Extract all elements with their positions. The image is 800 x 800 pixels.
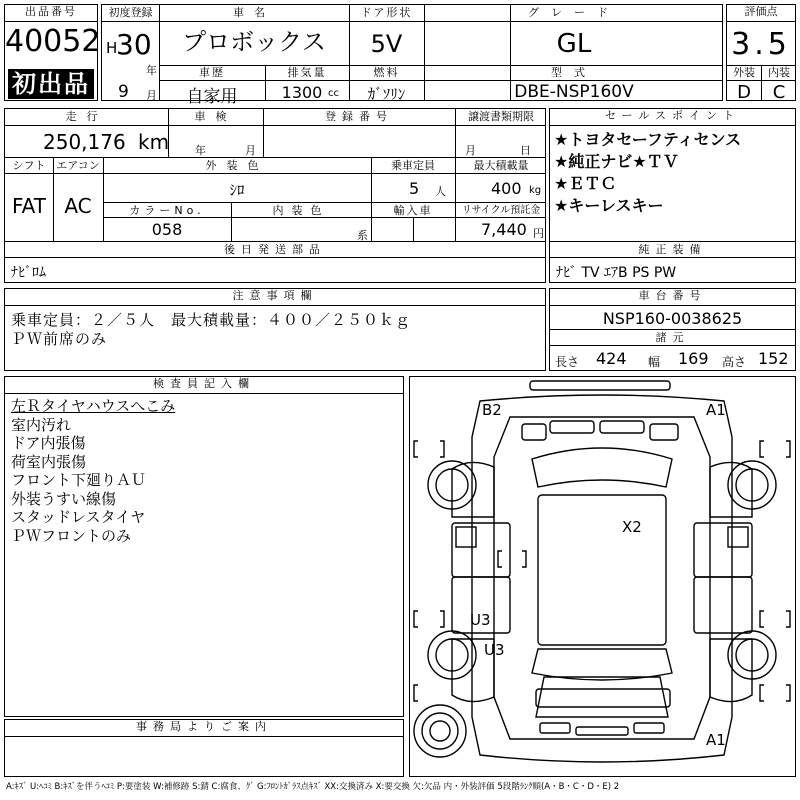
door: 5V bbox=[370, 30, 403, 58]
chassis-title: 車台番号 bbox=[550, 289, 795, 306]
car-name-label: 車名 bbox=[233, 6, 275, 19]
inspection-year-unit: 年 bbox=[195, 144, 206, 157]
length: 424 bbox=[596, 349, 627, 368]
transfer-month-unit: 月 bbox=[465, 144, 476, 157]
damage-mark: U3 bbox=[470, 611, 491, 629]
inspector-line: 室内汚れ bbox=[11, 415, 72, 434]
damage-mark: B2 bbox=[482, 401, 502, 419]
later-parts-label: 後日発送部品 bbox=[224, 243, 326, 256]
damage-mark: U3 bbox=[484, 641, 505, 659]
score-label: 評価点 bbox=[727, 5, 795, 22]
inspector-title: 検査員記入欄 bbox=[5, 377, 403, 394]
grade-label: グレード bbox=[528, 6, 620, 19]
width: 169 bbox=[678, 349, 709, 368]
sales-points-title: セールスポイント bbox=[550, 109, 795, 126]
office-box bbox=[4, 719, 404, 777]
grade: GL bbox=[556, 29, 592, 59]
notes-line: 乗車定員：２／５人 最大積載量：４００／２５０ｋｇ bbox=[11, 311, 412, 329]
first-listing-badge: 初出品 bbox=[8, 69, 94, 99]
max-load-label: 最大積載量 bbox=[473, 159, 529, 172]
damage-diagram bbox=[409, 376, 796, 777]
fuel-label: 燃料 bbox=[373, 66, 400, 79]
color-no: 058 bbox=[151, 220, 183, 239]
displacement-label: 排気量 bbox=[287, 66, 327, 79]
first-reg-month: 9 bbox=[118, 82, 129, 102]
color-no-label: カラーNo. bbox=[129, 204, 205, 217]
int-score: C bbox=[772, 82, 786, 103]
mileage-label: 走行 bbox=[65, 110, 108, 123]
ext-label: 外装 bbox=[733, 66, 755, 79]
main-info-box bbox=[101, 4, 723, 107]
inspector-line: ドア内張傷 bbox=[11, 434, 86, 452]
inspection-month-unit: 月 bbox=[245, 144, 256, 157]
door-label: ドア形状 bbox=[360, 6, 413, 19]
inspection-label: 車検 bbox=[194, 110, 237, 123]
later-parts: ﾅﾋﾞﾛﾑ bbox=[11, 265, 46, 281]
inspector-line: スタッドレスタイヤ bbox=[11, 508, 146, 526]
shift: FAT bbox=[11, 194, 46, 218]
details-box bbox=[4, 108, 546, 283]
specs-label: 諸元 bbox=[655, 331, 690, 344]
import-label: 輸入車 bbox=[393, 204, 433, 217]
inspector-line: 左Ｒタイヤハウスへこみ bbox=[11, 397, 176, 415]
inspector-line: ＰＷフロントのみ bbox=[11, 526, 132, 545]
registration-label: 登録番号 bbox=[325, 110, 393, 123]
displacement-unit: cc bbox=[328, 88, 339, 99]
sales-points-box bbox=[549, 108, 796, 283]
height-label: 高さ bbox=[722, 355, 747, 369]
score: 3.5 bbox=[731, 27, 791, 62]
sales-point-item: ★ＥＴＣ bbox=[554, 174, 617, 193]
recycle-unit: 円 bbox=[533, 227, 544, 240]
height: 152 bbox=[758, 349, 789, 368]
recycle: 7,440 bbox=[481, 220, 527, 239]
sales-point-item: ★トヨタセーフティセンス bbox=[554, 130, 742, 149]
legend-line: A:ｷｽﾞ U:ﾍｺﾐ B:ｷｽﾞを伴うﾍｺﾐ P:要塗装 W:補修跡 S:錆 C:腐食、ｸﾞ G:ﾌﾛﾝﾄｶﾞﾗｽ点ｷｽﾞ XX:交換済み X:要交換 欠:欠品 内・外装評価 5段階ﾗﾝｸ順(A・B・C・D・E) 2 bbox=[6, 782, 620, 792]
max-load: 400 bbox=[491, 179, 522, 198]
notes-line: ＰＷ前席のみ bbox=[11, 330, 108, 348]
inspector-box bbox=[4, 376, 404, 717]
ext-score: D bbox=[737, 82, 751, 103]
first-reg-label: 初度登録 bbox=[108, 6, 153, 19]
notes-text bbox=[11, 311, 411, 349]
width-label: 幅 bbox=[648, 355, 661, 369]
score-box bbox=[726, 4, 796, 101]
ext-color-label: 外装色 bbox=[205, 159, 269, 172]
office-title: 事務局よりご案内 bbox=[5, 720, 403, 737]
sales-points-list bbox=[554, 129, 741, 217]
inspector-notes bbox=[11, 397, 175, 545]
model-label: 型式 bbox=[551, 66, 597, 79]
int-color-unit: 系 bbox=[357, 229, 368, 242]
capacity: 5 bbox=[409, 179, 420, 198]
notes-box bbox=[4, 288, 546, 371]
transfer-day-unit: 日 bbox=[520, 144, 531, 157]
car-diagram-svg bbox=[410, 377, 795, 776]
equipment-label: 純正装備 bbox=[638, 243, 707, 256]
equipment: ﾅﾋﾞ TV ｴｱB PS PW bbox=[556, 265, 677, 281]
chassis-number: NSP160-0038625 bbox=[602, 309, 743, 328]
month-unit: 月 bbox=[146, 89, 157, 102]
inspector-line: 外装うすい線傷 bbox=[11, 489, 117, 508]
capacity-label: 乗車定員 bbox=[391, 159, 435, 172]
damage-mark: A1 bbox=[706, 401, 726, 419]
shift-label: シフト bbox=[12, 159, 46, 172]
int-label: 内装 bbox=[768, 66, 790, 79]
lot-box bbox=[4, 4, 101, 101]
first-reg-year: 30 bbox=[116, 28, 152, 61]
int-color-label: 内装色 bbox=[272, 204, 330, 217]
fuel: ｶﾞｿﾘﾝ bbox=[367, 85, 406, 103]
max-load-unit: kg bbox=[529, 185, 542, 196]
year-unit: 年 bbox=[146, 64, 157, 77]
lot-number: 40052 bbox=[5, 24, 101, 59]
mileage-unit: km bbox=[138, 130, 170, 154]
inspector-line: 荷室内張傷 bbox=[11, 452, 87, 471]
sales-point-item: ★キーレスキー bbox=[554, 196, 664, 215]
history-label: 車歴 bbox=[199, 66, 225, 79]
ac: AC bbox=[64, 194, 92, 218]
damage-mark: A1 bbox=[706, 731, 726, 749]
recycle-label: リサイクル預託金 bbox=[461, 205, 541, 216]
transfer-label: 譲渡書類期限 bbox=[468, 110, 534, 123]
ac-label: エアコン bbox=[56, 159, 100, 172]
mileage: 250,176 bbox=[43, 130, 126, 154]
length-label: 長さ bbox=[555, 355, 580, 369]
displacement: 1300 bbox=[281, 83, 323, 102]
era: H bbox=[106, 39, 118, 57]
capacity-unit: 人 bbox=[435, 185, 446, 198]
damage-mark: X2 bbox=[622, 518, 642, 536]
ext-color: ｼﾛ bbox=[229, 181, 245, 199]
history: 自家用 bbox=[186, 87, 238, 107]
chassis-box bbox=[549, 288, 796, 371]
sales-point-item: ★純正ナビ★ＴＶ bbox=[554, 152, 679, 171]
notes-title: 注意事項欄 bbox=[5, 289, 545, 306]
car-name: プロボックス bbox=[182, 28, 326, 56]
lot-label: 出品番号 bbox=[5, 5, 97, 22]
inspector-line: フロント下廻りＡＵ bbox=[11, 471, 147, 489]
model: DBE-NSP160V bbox=[514, 82, 634, 102]
